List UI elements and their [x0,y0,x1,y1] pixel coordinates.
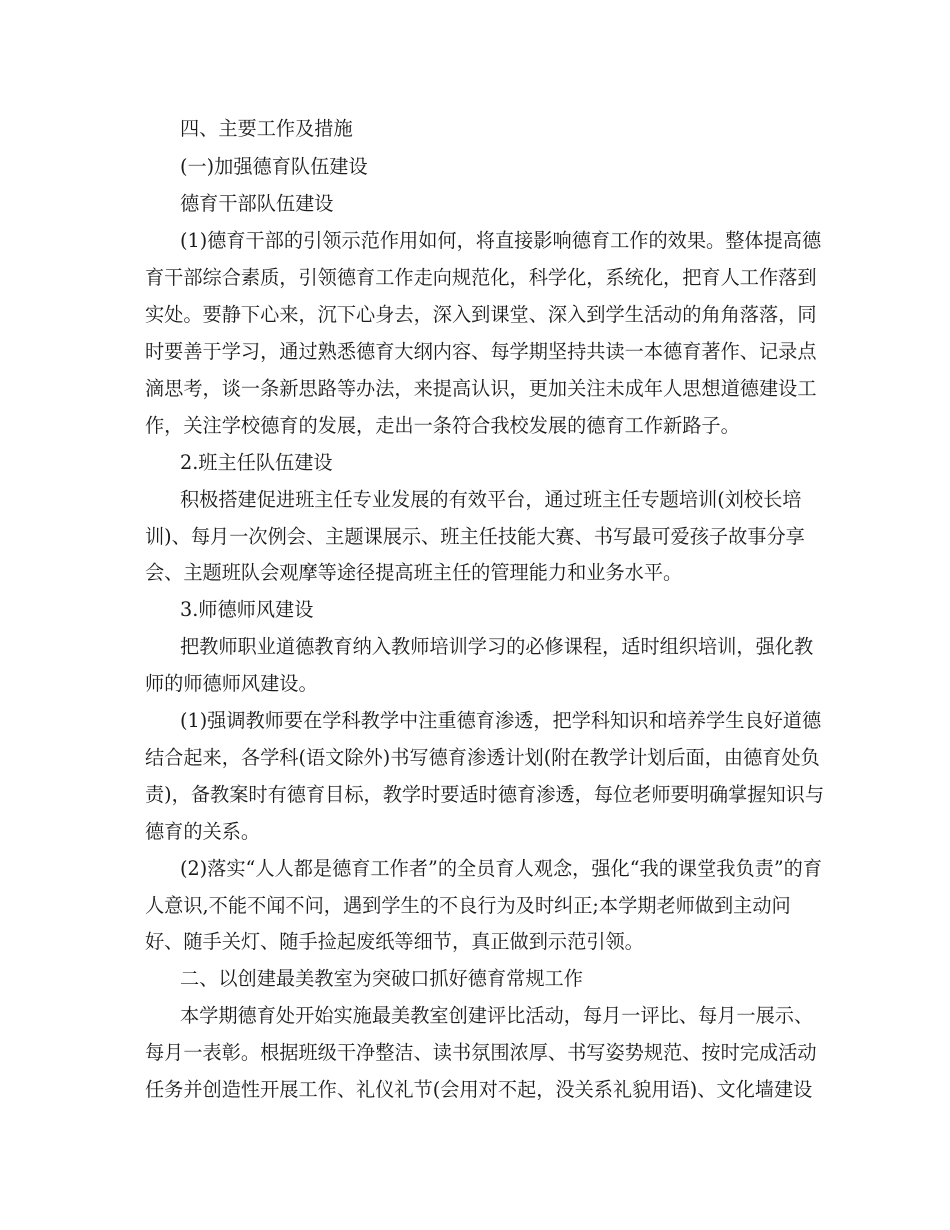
paragraph-line: 训)、每月一次例会、主题课展示、班主任技能大赛、书写最可爱孩子故事分享 [145,525,805,548]
paragraph-line: 积极搭建促进班主任专业发展的有效平台，通过班主任专题培训(刘校长培 [180,488,802,511]
subsection-heading: 德育干部队伍建设 [180,192,334,215]
paragraph-line: 每月一表彰。根据班级干净整洁、读书氛围浓厚、书写姿势规范、按时完成活动 [145,1041,817,1064]
paragraph-line: (1)德育干部的引领示范作用如何，将直接影响德育工作的效果。整体提高德 [180,229,822,252]
paragraph-line: 任务并创造性开展工作、礼仪礼节(会用对不起，没关系礼貌用语)、文化墙建设 [145,1078,813,1101]
paragraph-line: (1)强调教师要在学科教学中注重德育渗透，把学科知识和培养学生良好道德 [180,709,822,732]
paragraph-line: 滴思考，谈一条新思路等办法，来提高认识，更加关注未成年人思想道德建设工 [145,377,817,400]
section-heading: 二、以创建最美教室为突破口抓好德育常规工作 [180,967,583,990]
paragraph-line: 好、随手关灯、随手捡起废纸等细节，真正做到示范引领。 [145,930,644,953]
paragraph-line: 会、主题班队会观摩等途径提高班主任的管理能力和业务水平。 [145,561,683,584]
paragraph-line: 结合起来，各学科(语文除外)书写德育渗透计划(附在教学计划后面，由德育处负 [145,746,820,769]
subsection-heading: 3.师德师风建设 [180,598,314,621]
paragraph-line: 师的师德师风建设。 [145,672,318,695]
paragraph-line: 把教师职业道德教育纳入教师培训学习的必修课程，适时组织培训，强化教 [180,635,814,658]
paragraph-line: 时要善于学习，通过熟悉德育大纲内容、每学期坚持共读一本德育著作、记录点 [145,340,817,363]
paragraph-line: 责)，备教案时有德育目标，教学时要适时德育渗透，每位老师要明确掌握知识与 [145,783,825,806]
paragraph-line: (2)落实“人人都是德育工作者”的全员育人观念，强化“我的课堂我负责”的育 [180,857,823,880]
paragraph-line: 德育的关系。 [145,820,261,843]
paragraph-line: 育干部综合素质，引领德育工作走向规范化，科学化，系统化，把育人工作落到 [145,266,817,289]
subsection-heading: 2.班主任队伍建设 [180,451,333,474]
section-heading: 四、主要工作及措施 [180,117,353,140]
paragraph-line: 作，关注学校德育的发展，走出一条符合我校发展的德育工作新路子。 [145,414,740,437]
paragraph-line: 实处。要静下心来，沉下心身去，深入到课堂、深入到学生活动的角角落落，同 [145,303,817,326]
paragraph-line: 本学期德育处开始实施最美教室创建评比活动，每月一评比、每月一展示、 [180,1004,814,1027]
subsection-heading: (一)加强德育队伍建设 [180,155,368,178]
paragraph-line: 人意识,不能不闻不问，遇到学生的不良行为及时纠正;本学期老师做到主动问 [145,894,791,917]
